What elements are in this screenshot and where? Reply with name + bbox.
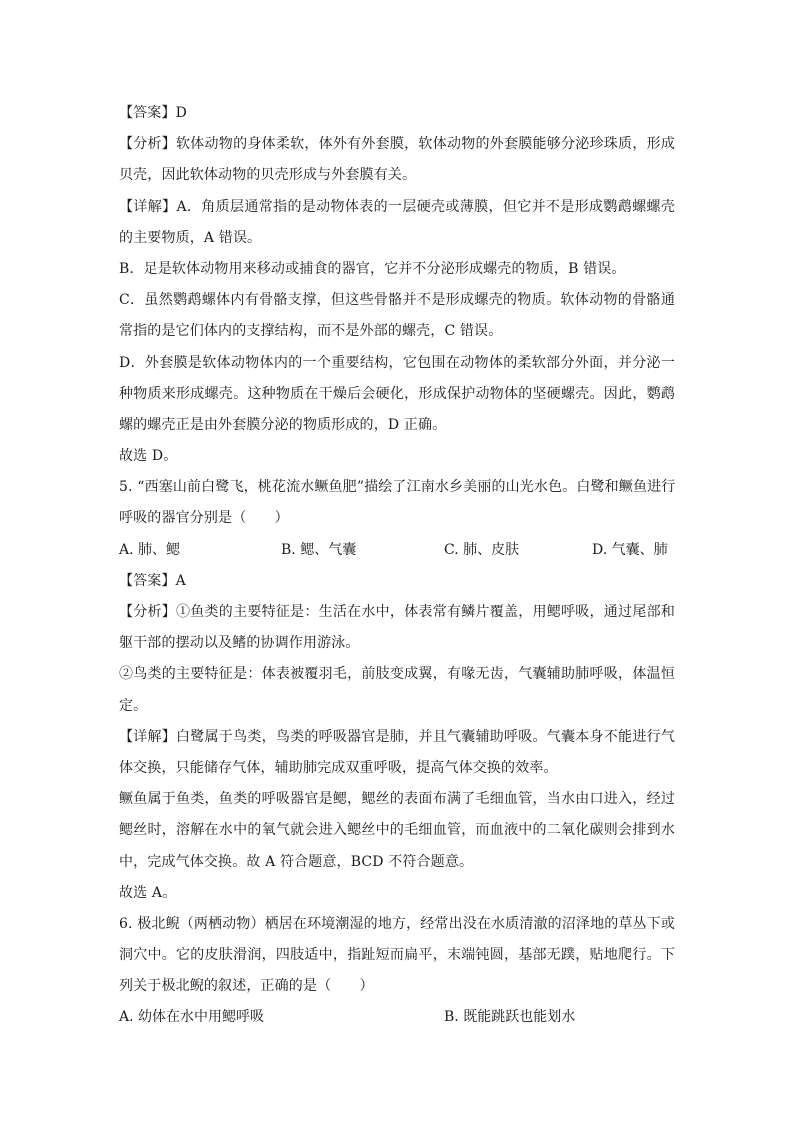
- q5-option-d[interactable]: D. 气囊、肺: [592, 541, 668, 558]
- q5-options: [119, 535, 675, 566]
- q5-stem-line: 5. “西塞山前白鹭飞，桃花流水鳜鱼肥”描绘了江南水乡美丽的山光水色。白鹭和鳜鱼进行: [119, 479, 675, 496]
- q5-detail-line: 【详解】白鹭属于鸟类，鸟类的呼吸器官是肺，并且气囊辅助呼吸。气囊本身不能进行气: [119, 728, 675, 745]
- q5-detail-line: 鳜鱼属于鱼类，鱼类的呼吸器官是鳃，鳃丝的表面布满了毛细血管，当水由口进入，经过: [119, 791, 675, 808]
- q4-detail-line: 种物质来形成螺壳。这种物质在干燥后会硬化，形成保护动物体的坚硬螺壳。因此，鹦鹉: [119, 385, 675, 402]
- q4-detail-line: D．外套膜是软体动物体内的一个重要结构，它包围在动物体的柔软部分外面，并分泌一: [119, 354, 675, 371]
- q4-answer: 【答案】D: [119, 105, 187, 121]
- q4-detail-line: 的主要物质，A 错误。: [119, 229, 262, 246]
- q4-analysis-line: 【分析】软体动物的身体柔软，体外有外套膜，软体动物的外套膜能够分泌珍珠质，形成: [119, 136, 675, 153]
- q6-option-b[interactable]: B. 既能跳跃也能划水: [444, 1009, 576, 1026]
- q5-analysis-line: 【分析】①鱼类的主要特征是：生活在水中，体表常有鳞片覆盖，用鳃呼吸，通过尾部和: [119, 604, 675, 620]
- q5-analysis-line: ②鸟类的主要特征是：体表被覆羽毛，前肢变成翼，有喙无齿，气囊辅助肺呼吸，体温恒: [119, 666, 675, 683]
- q4-detail-line: 【详解】A．角质层通常指的是动物体表的一层硬壳或薄膜，但它并不是形成鹦鹉螺螺壳: [119, 198, 675, 215]
- q5-stem-line: 呼吸的器官分别是（ ）: [119, 510, 289, 527]
- q5-answer: 【答案】A: [119, 572, 186, 589]
- q5-option-b[interactable]: B. 鳃、气囊: [281, 541, 357, 558]
- q5-option-a[interactable]: A. 肺、鳃: [119, 541, 181, 558]
- q4-detail-line: 常指的是它们体内的支撑结构，而不是外部的螺壳，C 错误。: [119, 323, 503, 340]
- q5-option-c[interactable]: C. 肺、皮肤: [444, 541, 520, 558]
- q5-detail-line: 体交换，只能储存气体，辅助肺完成双重呼吸，提高气体交换的效率。: [119, 759, 558, 776]
- q5-analysis-line: 定。: [119, 697, 148, 714]
- q4-analysis-line: 贝壳，因此软体动物的贝壳形成与外套膜有关。: [119, 167, 417, 184]
- q4-conclusion: 故选 D。: [119, 448, 178, 465]
- q4-detail-line: 螺的螺壳正是由外套膜分泌的物质形成的，D 正确。: [119, 416, 447, 433]
- q6-stem-line: 列关于极北鲵的叙述，正确的是（ ）: [119, 978, 374, 995]
- q5-detail-line: 鳃丝时，溶解在水中的氧气就会进入鳃丝中的毛细血管，而血液中的二氧化碳则会排到水: [119, 822, 675, 839]
- q5-analysis-line: 躯干部的摆动以及鳍的协调作用游泳。: [119, 635, 360, 652]
- q6-stem-line: 洞穴中。它的皮肤滑润，四肢适中，指趾短而扁平，末端钝圆，基部无蹼，贴地爬行。下: [119, 947, 675, 964]
- q6-options: [119, 1002, 675, 1033]
- q4-detail-line: C．虽然鹦鹉螺体内有骨骼支撑，但这些骨骼并不是形成螺壳的物质。软体动物的骨骼通: [119, 292, 675, 309]
- q6-stem-line: 6. 极北鲵（两栖动物）栖居在环境潮湿的地方，经常出没在水质清澈的沼泽地的草丛下或: [119, 915, 675, 932]
- q4-detail-line: B．足是软体动物用来移动或捕食的器官，它并不分泌形成螺壳的物质，B 错误。: [119, 260, 626, 277]
- q5-detail-line: 中，完成气体交换。故 A 符合题意，BCD 不符合题意。: [119, 853, 474, 870]
- q5-conclusion: 故选 A。: [119, 884, 177, 901]
- q6-option-a[interactable]: A. 幼体在水中用鳃呼吸: [119, 1009, 265, 1026]
- document-content: [119, 98, 675, 1034]
